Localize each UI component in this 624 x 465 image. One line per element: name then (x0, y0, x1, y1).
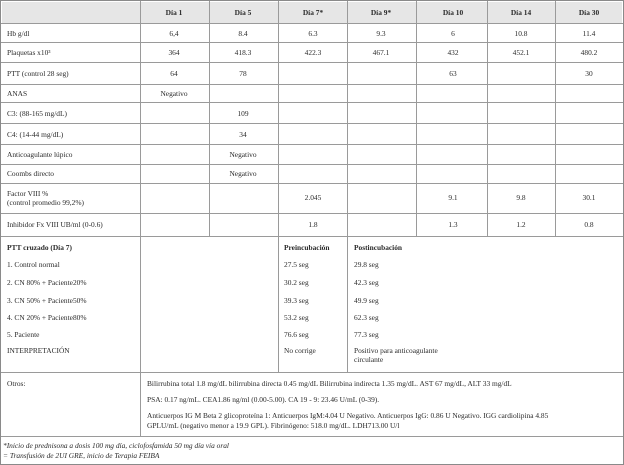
cell-value: 6,4 (169, 29, 179, 38)
row-label-ptt: PTT (control 28 seg) (7, 69, 69, 78)
ptt-pre-value: 39.3 seg (284, 296, 309, 305)
row-label-anticoagulante: Anticoagulante lúpico (7, 150, 73, 159)
ptt-pre-value: 76.6 seg (284, 330, 309, 339)
cell-value: 480.2 (580, 48, 598, 57)
cell-value: 63 (449, 69, 457, 78)
header-day-30: Día 30 (578, 8, 600, 17)
grid-v (278, 1, 279, 236)
cell-value: 1.8 (308, 220, 318, 229)
ptt-item-label: 4. CN 20% + Paciente80% (7, 313, 87, 322)
cell-value: 364 (168, 48, 180, 57)
header-day-1: Día 1 (165, 8, 183, 17)
cell-value: 30 (585, 69, 593, 78)
ptt-item-label: 3. CN 50% + Paciente50% (7, 296, 87, 305)
ptt-item-label: 5. Paciente (7, 330, 40, 339)
otros-label: Otros: (7, 379, 26, 388)
header-day-9: Día 9* (370, 8, 392, 17)
ptt-post-value: 62.3 seg (354, 313, 379, 322)
grid-h (1, 23, 623, 24)
grid-v (140, 1, 141, 236)
footnote: *Inicio de prednisona a dosis 100 mg día, ciclofosfamida 50 mg día vía oral (3, 441, 229, 450)
row-label-factor-viii-sub: (control promedio 99,2%) (7, 198, 84, 207)
cell-value: 0.8 (584, 220, 594, 229)
row-label-plaquetas: Plaquetas x10³ (7, 48, 51, 57)
ptt-post-value: Positivo para anticoagulante (354, 346, 438, 355)
cell-value: 6.3 (308, 29, 318, 38)
grid-h (1, 123, 623, 124)
grid-h (1, 436, 623, 437)
cell-value: 432 (447, 48, 459, 57)
cell-value: Negativo (229, 150, 257, 159)
header-day-7: Día 7* (302, 8, 324, 17)
cell-value: 452.1 (512, 48, 530, 57)
cell-value: 422.3 (304, 48, 322, 57)
grid-h (1, 164, 623, 165)
cell-value: 6 (451, 29, 455, 38)
grid-v (555, 1, 556, 236)
ptt-post-header: Postincubación (354, 243, 403, 252)
grid-v (140, 236, 141, 372)
ptt-post-value: 42.3 seg (354, 278, 379, 287)
cell-value: 64 (170, 69, 178, 78)
otros-line: Anticuerpos IG M Beta 2 glicoproteína 1: Anticuerpos IgM:4.04 U Negativo. Anticuerpos IgG: 0.86 U Negativo. IGG cardiolipina 4.85 (147, 411, 549, 420)
otros-line: Bilirrubina total 1.8 mg/dL bilirrubina directa 0.45 mg/dL Bilirrubina indirecta 1.35 mg/dL. AST 67 mg/dL, ALT 33 mg/dL (147, 379, 512, 388)
cell-value: 467.1 (372, 48, 390, 57)
grid-v (347, 1, 348, 236)
ptt-item-label: 1. Control normal (7, 260, 60, 269)
otros-line: PSA: 0.17 ng/mL. CEA1.86 ng/ml (0.00-5.00). CA 19 - 9: 23.46 U/mL (0-39). (147, 395, 380, 404)
ptt-pre-value: No corrige (284, 346, 316, 355)
grid-h (1, 213, 623, 214)
ptt-item-label: 2. CN 80% + Paciente20% (7, 278, 87, 287)
ptt-post-value: 77.3 seg (354, 330, 379, 339)
grid-v (278, 236, 279, 372)
grid-h (1, 183, 623, 184)
ptt-cruzado-title: PTT cruzado (Día 7) (7, 243, 72, 252)
cell-value: 11.4 (582, 29, 596, 38)
cell-value: Negativo (229, 169, 257, 178)
grid-v (209, 1, 210, 236)
grid-h (1, 144, 623, 145)
cell-value: 9.3 (376, 29, 386, 38)
header-day-10: Día 10 (442, 8, 464, 17)
cell-value: 10.8 (514, 29, 528, 38)
cell-value: Negativo (160, 89, 188, 98)
grid-h (1, 236, 623, 237)
cell-value: 109 (237, 109, 249, 118)
cell-value: 9.8 (516, 193, 526, 202)
grid-v (416, 1, 417, 236)
footnote: = Transfusión de 2UI GRE, inicio de Terapia FEIBA (3, 451, 160, 460)
ptt-item-label: INTERPRETACIÓN (7, 346, 70, 355)
otros-line: GPLU/mL (negativo menor a 19.9 GPL). Fibrinógeno: 518.0 mg/dL. LDH713.00 U/l (147, 421, 400, 430)
grid-h (1, 84, 623, 85)
ptt-pre-value: 30.2 seg (284, 278, 309, 287)
row-label-c4: C4: (14-44 mg/dL) (7, 130, 64, 139)
row-label-inhibidor: Inhibidor Fx VIII UB/ml (0-0.6) (7, 220, 103, 229)
header-day-14: Día 14 (510, 8, 532, 17)
ptt-post-value: 29.8 seg (354, 260, 379, 269)
row-label-hb: Hb g/dl (7, 29, 30, 38)
row-label-coombs: Coombs directo (7, 169, 55, 178)
ptt-pre-value: 53.2 seg (284, 313, 309, 322)
ptt-post-value: 49.9 seg (354, 296, 379, 305)
cell-value: 2.045 (304, 193, 322, 202)
cell-value: 1.3 (448, 220, 458, 229)
cell-value: 418.3 (234, 48, 252, 57)
grid-v (140, 372, 141, 436)
header-day-5: Día 5 (234, 8, 252, 17)
grid-h (1, 372, 623, 373)
cell-value: 78 (239, 69, 247, 78)
grid-v (487, 1, 488, 236)
ptt-post-value-cont: circulante (354, 355, 384, 364)
ptt-pre-value: 27.5 seg (284, 260, 309, 269)
grid-h (1, 62, 623, 63)
row-label-anas: ANAS (7, 89, 28, 98)
cell-value: 34 (239, 130, 247, 139)
grid-v (347, 236, 348, 372)
row-label-factor-viii: Factor VIII % (7, 189, 49, 198)
grid-h (1, 42, 623, 43)
ptt-pre-header: Preincubación (284, 243, 330, 252)
row-label-c3: C3: (88-165 mg/dL) (7, 109, 67, 118)
cell-value: 30.1 (582, 193, 596, 202)
cell-value: 9.1 (448, 193, 458, 202)
cell-value: 8.4 (238, 29, 248, 38)
cell-value: 1.2 (516, 220, 526, 229)
grid-h (1, 102, 623, 103)
